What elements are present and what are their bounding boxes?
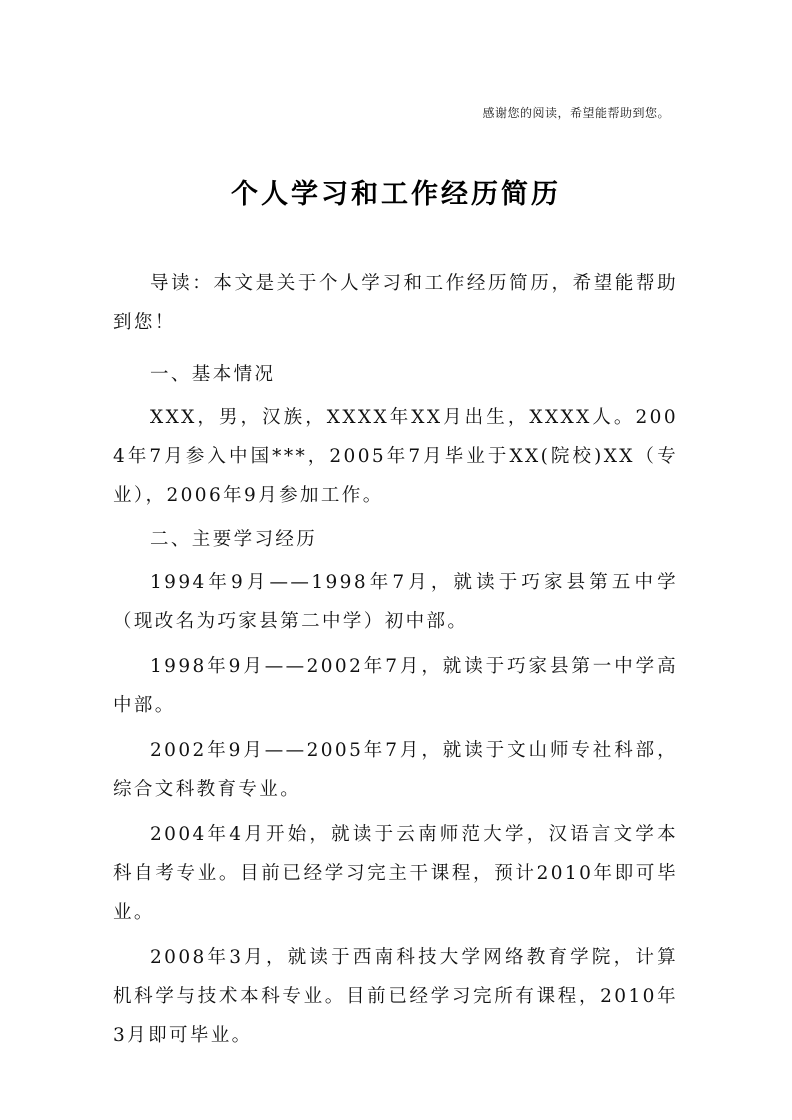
education-item: 2004年4月开始，就读于云南师范大学，汉语言文学本科自考专业。目前已经学习完主干课程，预计2010年即可毕业。	[113, 824, 678, 923]
education-item: 2008年3月，就读于西南科技大学网络教育学院，计算机科学与技术本科专业。目前已经学习完所有课程，2010年3月即可毕业。	[113, 947, 678, 1046]
basic-info-paragraph: XXX，男，汉族，XXXX年XX月出生，XXXX人。2004年7月参入中国***，2005年7月毕业于XX(院校)XX（专业），2006年9月参加工作。	[113, 407, 678, 506]
section-heading-education: 二、主要学习经历	[150, 529, 318, 550]
education-item: 1994年9月——1998年7月，就读于巧家县第五中学（现改名为巧家县第二中学）初中部。	[113, 572, 678, 632]
document-body	[113, 264, 678, 1061]
document-title: 个人学习和工作经历简历	[231, 179, 561, 210]
header-note: 感谢您的阅读，希望能帮助到您。	[482, 106, 670, 120]
education-item: 2002年9月——2005年7月，就读于文山师专社科部，综合文科教育专业。	[113, 740, 678, 800]
education-item: 1998年9月——2002年7月，就读于巧家县第一中学高中部。	[113, 656, 678, 716]
intro-paragraph: 导读：本文是关于个人学习和工作经历简历，希望能帮助到您！	[113, 273, 678, 333]
section-heading-basic-info: 一、基本情况	[150, 364, 276, 385]
